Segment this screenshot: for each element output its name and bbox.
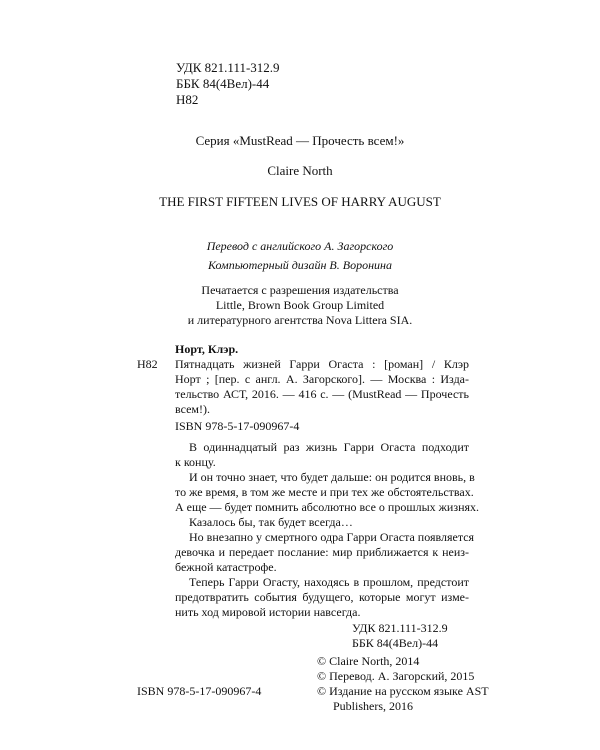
annotation-line: то же время, в том же месте и при тех же обстоятельствах. bbox=[175, 485, 474, 499]
catalog-record-line: тельство АСТ, 2016. — 416 с. — (MustRead — Прочесть bbox=[175, 387, 469, 401]
annotation-line: И он точно знает, что будет дальше: он родится вновь, в bbox=[189, 470, 475, 484]
author-mark: Н82 bbox=[176, 92, 199, 107]
copyright-line: © Издание на русском языке AST bbox=[317, 684, 489, 698]
author-name: Claire North bbox=[267, 163, 333, 178]
annotation-line: бежной катастрофе. bbox=[175, 560, 277, 574]
design-credit: Компьютерный дизайн В. Воронина bbox=[208, 258, 392, 272]
catalog-record-line: всем!). bbox=[175, 402, 210, 416]
annotation-line: к концу. bbox=[175, 455, 216, 469]
permission-line-3: и литературного агентства Nova Littera SIA. bbox=[187, 313, 413, 327]
udk-code: УДК 821.111-312.9 bbox=[176, 60, 280, 75]
copyright-line: Publishers, 2016 bbox=[333, 699, 414, 713]
series-line: Серия «MustRead — Прочесть всем!» bbox=[195, 133, 405, 148]
annotation bbox=[175, 440, 480, 620]
copyright-line: © Перевод. А. Загорский, 2015 bbox=[317, 669, 475, 683]
translation-credit: Перевод с английского А. Загорского bbox=[206, 239, 394, 253]
classification-bbk: ББК 84(4Вел)-44 bbox=[352, 636, 439, 650]
copyright-line: © Claire North, 2014 bbox=[317, 654, 420, 668]
bbk-code: ББК 84(4Вел)-44 bbox=[176, 76, 270, 91]
annotation-line: Казалось бы, так будет всегда… bbox=[189, 515, 353, 529]
original-title: THE FIRST FIFTEEN LIVES OF HARRY AUGUST bbox=[159, 194, 441, 209]
classification-udk: УДК 821.111-312.9 bbox=[352, 621, 448, 635]
catalog-author-heading: Норт, Клэр. bbox=[175, 342, 239, 356]
catalog-isbn: ISBN 978-5-17-090967-4 bbox=[175, 419, 300, 433]
annotation-line: предотвратить события будущего, которые могут изме- bbox=[175, 590, 469, 604]
annotation-line: Но внезапно у смертного одра Гарри Огаста появляется bbox=[189, 530, 475, 544]
annotation-line: Теперь Гарри Огасту, находясь в прошлом, предстоит bbox=[189, 575, 469, 589]
catalog-record-line: Норт ; [пер. с англ. А. Загорского]. — Москва : Изда- bbox=[175, 372, 469, 386]
annotation-line: девочка и передает послание: мир приближается к неиз- bbox=[175, 545, 469, 559]
permission-line-2: Little, Brown Book Group Limited bbox=[215, 298, 385, 312]
catalog-record bbox=[175, 357, 469, 417]
annotation-line: В одиннадцатый раз жизнь Гарри Огаста подходит bbox=[189, 440, 469, 454]
permission-line-1: Печатается с разрешения издательства bbox=[201, 283, 399, 297]
bottom-isbn: ISBN 978-5-17-090967-4 bbox=[137, 684, 262, 698]
catalog-mark: Н82 bbox=[137, 357, 158, 371]
catalog-record-line: Пятнадцать жизней Гарри Огаста : [роман] / Клэр bbox=[175, 357, 469, 371]
annotation-line: А еще — будет помнить абсолютно все о прошлых жизнях. bbox=[175, 500, 480, 514]
annotation-line: нить ход мировой истории навсегда. bbox=[175, 605, 361, 619]
